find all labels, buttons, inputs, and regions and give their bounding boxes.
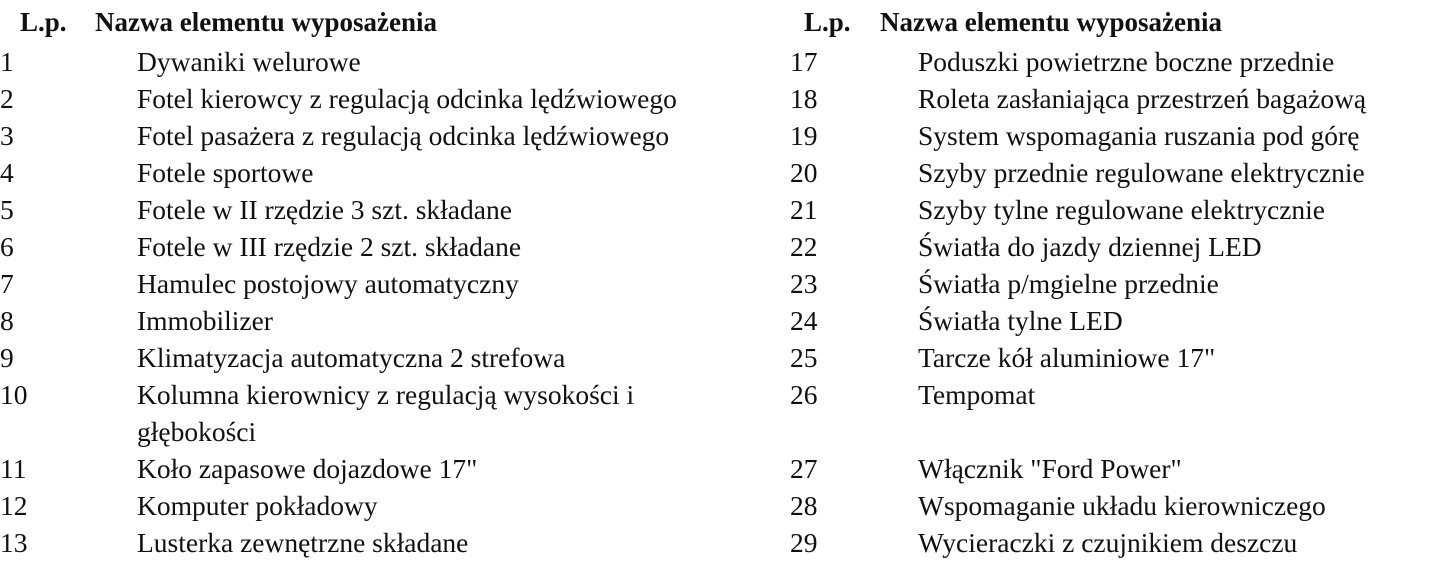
row-name: Roleta zasłaniająca przestrzeń bagażową bbox=[918, 83, 1367, 114]
table-row bbox=[0, 302, 677, 339]
row-number: 29 bbox=[790, 527, 818, 558]
table-row bbox=[0, 450, 677, 487]
row-name: Wycieraczki z czujnikiem deszczu bbox=[918, 527, 1298, 558]
equipment-table-left bbox=[0, 0, 677, 561]
table-row bbox=[790, 154, 1366, 191]
row-number: 12 bbox=[0, 490, 28, 521]
row-name: Komputer pokładowy bbox=[137, 490, 378, 521]
row-number: 1 bbox=[0, 46, 14, 77]
table-row bbox=[0, 228, 677, 265]
header-name: Nazwa elementu wyposażenia bbox=[880, 7, 1222, 37]
row-name: Tempomat bbox=[918, 379, 1036, 410]
row-number: 3 bbox=[0, 120, 14, 151]
table-row bbox=[790, 487, 1366, 524]
row-name: Klimatyzacja automatyczna 2 strefowa bbox=[137, 342, 566, 373]
row-name: Wspomaganie układu kierowniczego bbox=[918, 490, 1326, 521]
row-number: 24 bbox=[790, 305, 818, 336]
row-name: Światła p/mgielne przednie bbox=[918, 268, 1219, 299]
row-number: 4 bbox=[0, 157, 14, 188]
row-name-line-2: głębokości bbox=[137, 416, 257, 447]
table-row bbox=[790, 43, 1366, 80]
table-row bbox=[790, 376, 1366, 413]
table-row bbox=[790, 80, 1366, 117]
row-number: 9 bbox=[0, 342, 14, 373]
row-name: System wspomagania ruszania pod górę bbox=[918, 120, 1360, 151]
row-name: Światła tylne LED bbox=[918, 305, 1123, 336]
table-row bbox=[0, 117, 677, 154]
table-header-row bbox=[0, 0, 677, 43]
row-name: Fotel kierowcy z regulacją odcinka lędźwiowego bbox=[137, 83, 677, 114]
row-name: Włącznik "Ford Power" bbox=[918, 453, 1182, 484]
row-name: Dywaniki welurowe bbox=[137, 46, 361, 77]
equipment-table-right-column bbox=[790, 0, 1440, 561]
table-row bbox=[0, 191, 677, 228]
table-row bbox=[0, 376, 677, 450]
row-name-line-1: Kolumna kierownicy z regulacją wysokości i bbox=[137, 379, 635, 410]
row-number: 7 bbox=[0, 268, 14, 299]
row-name: Hamulec postojowy automatyczny bbox=[137, 268, 519, 299]
header-lp: L.p. bbox=[804, 7, 851, 37]
row-number: 26 bbox=[790, 379, 818, 410]
table-row bbox=[790, 450, 1366, 487]
row-name: Lusterka zewnętrzne składane bbox=[137, 527, 469, 558]
row-name: Fotel pasażera z regulacją odcinka lędźwiowego bbox=[137, 120, 670, 151]
table-row bbox=[790, 339, 1366, 376]
row-number: 6 bbox=[0, 231, 14, 262]
row-name: Fotele w III rzędzie 2 szt. składane bbox=[137, 231, 522, 262]
table-row bbox=[790, 191, 1366, 228]
table-row bbox=[0, 154, 677, 191]
table-row bbox=[0, 339, 677, 376]
row-name bbox=[95, 376, 677, 450]
table-row bbox=[790, 117, 1366, 154]
header-lp: L.p. bbox=[20, 7, 67, 37]
row-number: 10 bbox=[0, 379, 28, 410]
row-number: 2 bbox=[0, 83, 14, 114]
row-name: Tarcze kół aluminiowe 17" bbox=[918, 342, 1216, 373]
table-row bbox=[0, 265, 677, 302]
table-row bbox=[790, 302, 1366, 339]
table-row bbox=[0, 43, 677, 80]
row-name: Poduszki powietrzne boczne przednie bbox=[918, 46, 1335, 77]
row-name: Fotele w II rzędzie 3 szt. składane bbox=[137, 194, 512, 225]
table-row bbox=[790, 265, 1366, 302]
row-name: Koło zapasowe dojazdowe 17" bbox=[137, 453, 478, 484]
row-name: Światła do jazdy dziennej LED bbox=[918, 231, 1262, 262]
row-number: 22 bbox=[790, 231, 818, 262]
table-row bbox=[0, 80, 677, 117]
row-number: 21 bbox=[790, 194, 818, 225]
row-name: Szyby tylne regulowane elektrycznie bbox=[918, 194, 1325, 225]
row-number: 27 bbox=[790, 453, 818, 484]
row-number: 8 bbox=[0, 305, 14, 336]
row-number: 23 bbox=[790, 268, 818, 299]
row-number: 17 bbox=[790, 46, 818, 77]
row-number: 11 bbox=[0, 453, 27, 484]
table-row bbox=[790, 524, 1366, 561]
equipment-table-right bbox=[790, 0, 1366, 561]
row-number: 19 bbox=[790, 120, 818, 151]
row-number: 20 bbox=[790, 157, 818, 188]
row-number: 5 bbox=[0, 194, 14, 225]
row-number: 13 bbox=[0, 527, 28, 558]
row-name: Szyby przednie regulowane elektrycznie bbox=[918, 157, 1365, 188]
table-row bbox=[0, 524, 677, 561]
row-number: 25 bbox=[790, 342, 818, 373]
table-row bbox=[0, 487, 677, 524]
header-name: Nazwa elementu wyposażenia bbox=[95, 7, 437, 37]
row-number: 18 bbox=[790, 83, 818, 114]
table-row-spacer bbox=[790, 413, 1366, 450]
row-name: Immobilizer bbox=[137, 305, 273, 336]
row-name: Fotele sportowe bbox=[137, 157, 314, 188]
table-row bbox=[790, 228, 1366, 265]
row-number: 28 bbox=[790, 490, 818, 521]
table-header-row bbox=[790, 0, 1366, 43]
